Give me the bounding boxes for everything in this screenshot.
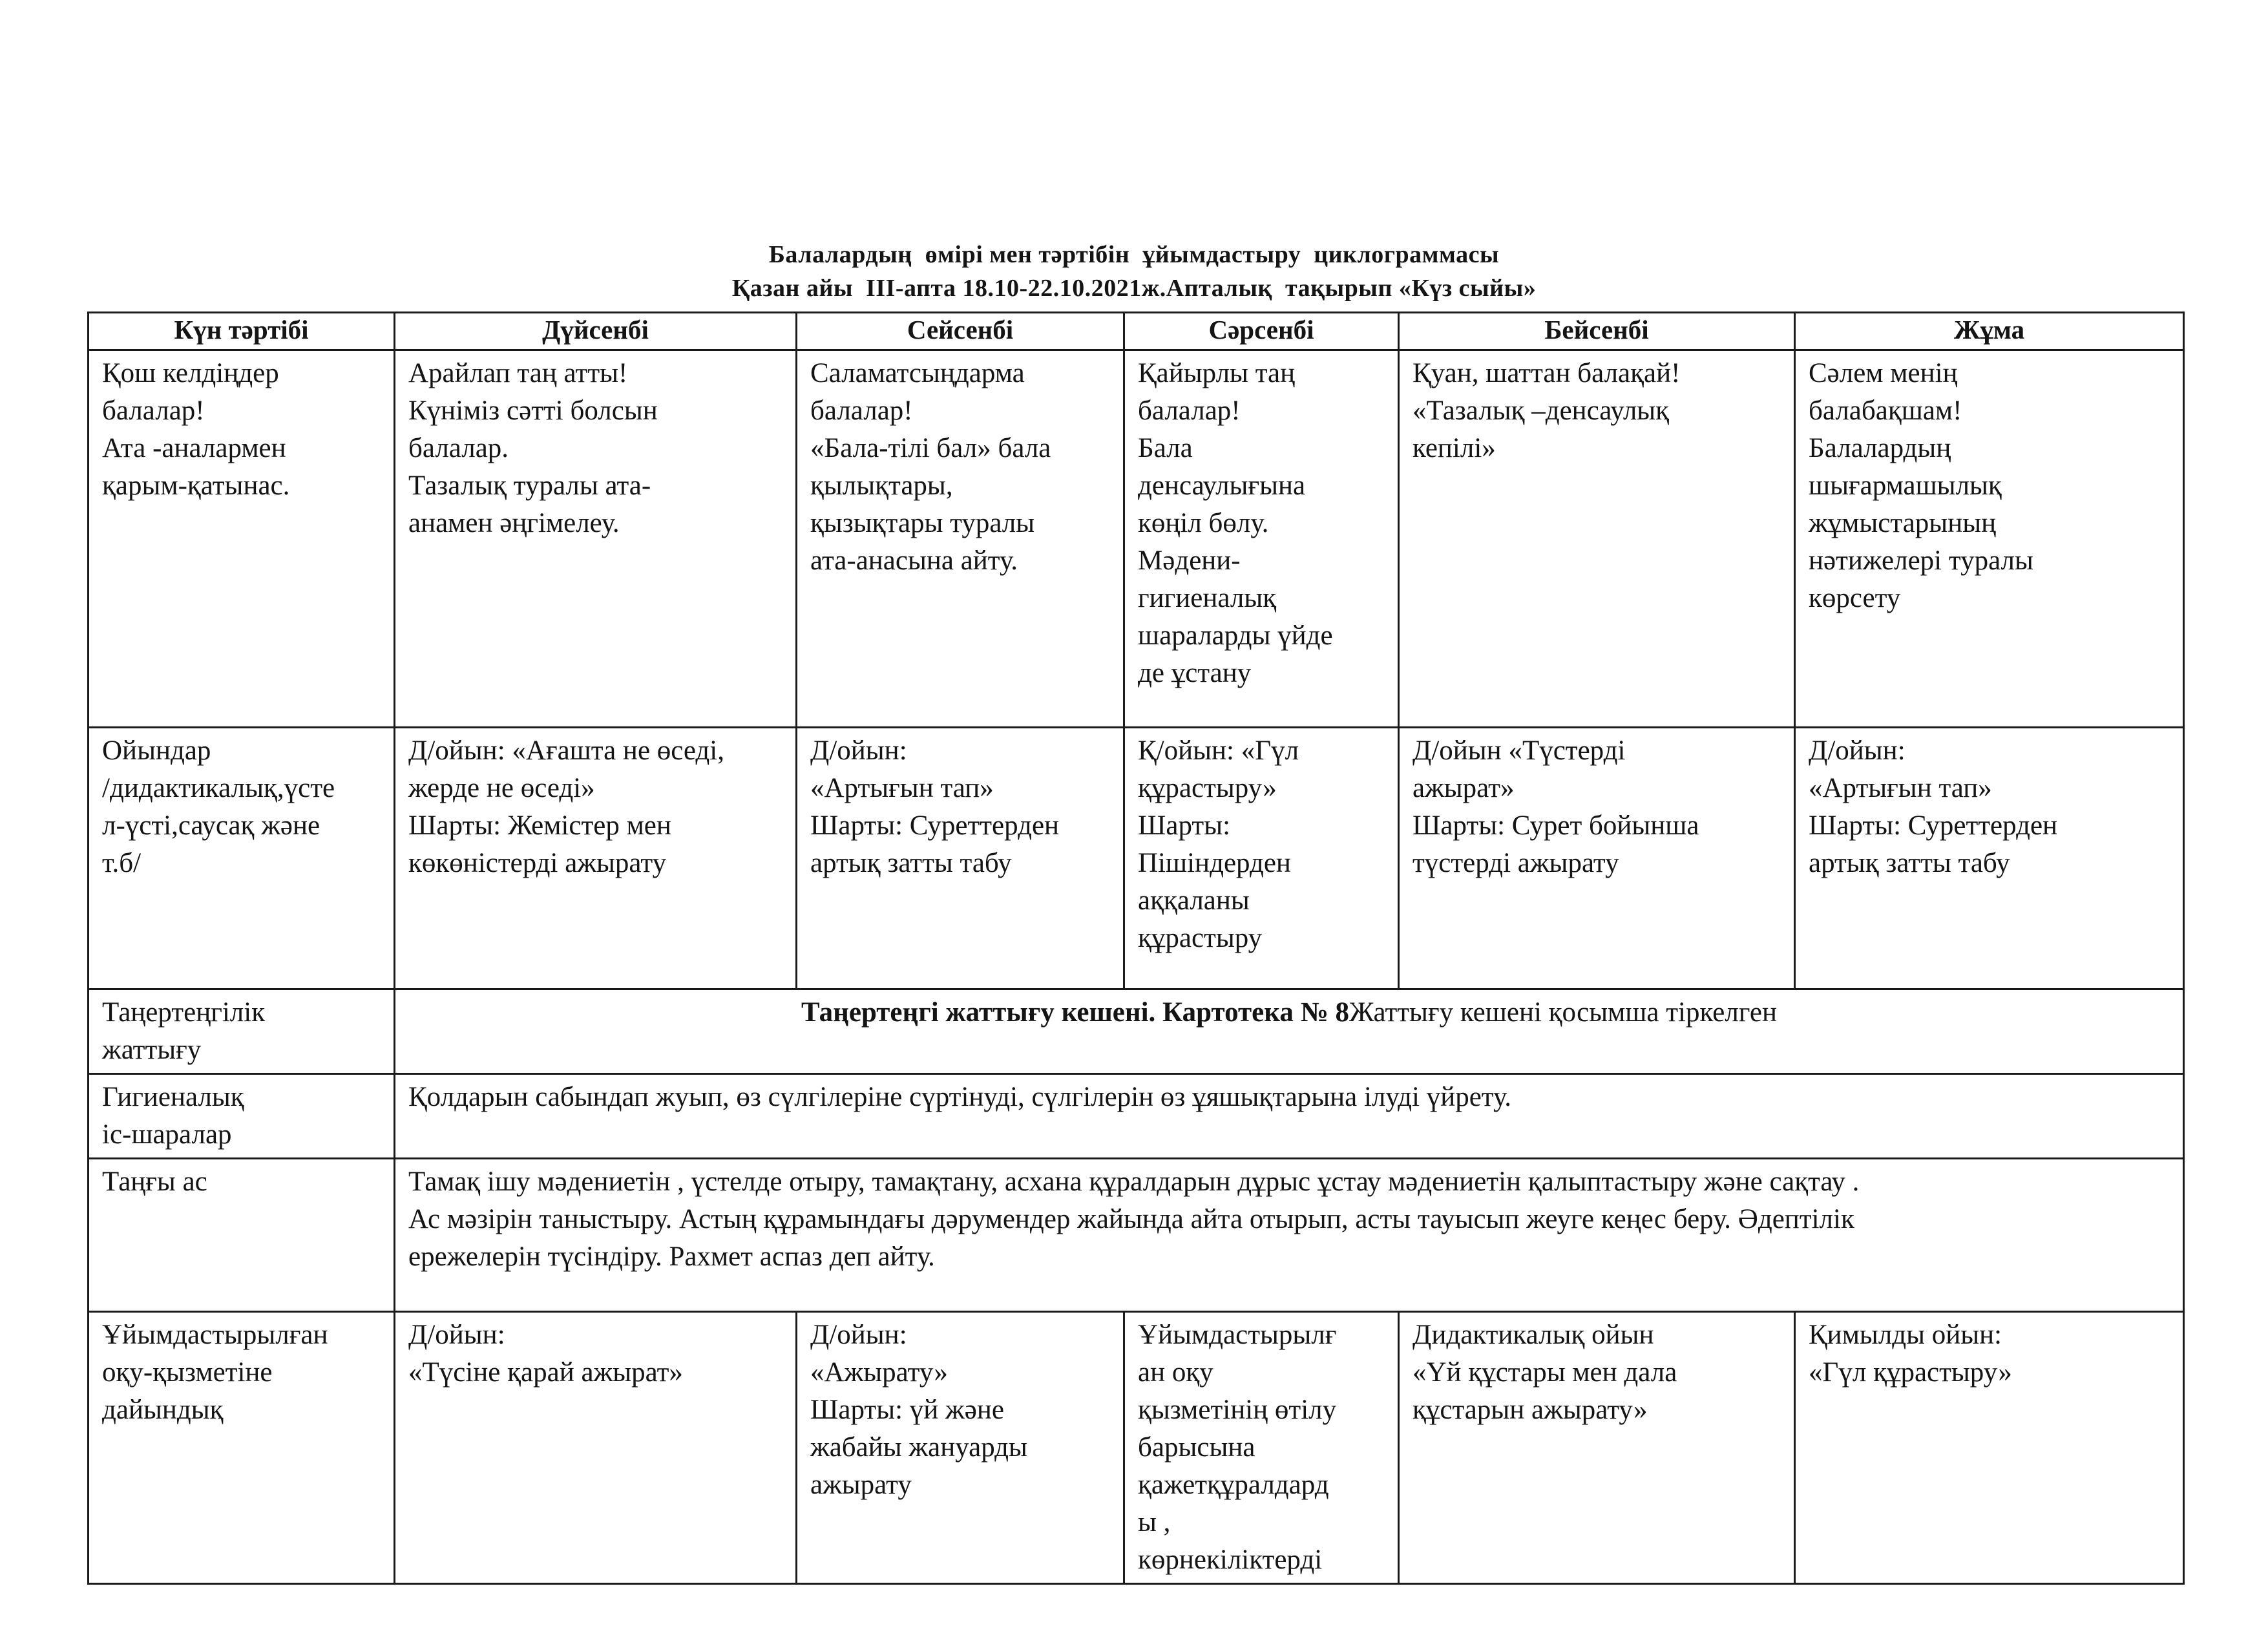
cell-text-line: Қуан, шаттан балақай!	[1412, 358, 1681, 388]
cell-text-line: көкөністерді ажырату	[408, 848, 667, 878]
cell-text-line: артық затты табу	[810, 848, 1012, 878]
merged-week-cell	[395, 989, 2184, 1074]
cell-text-line: Шарты: Суреттерден	[1809, 810, 2058, 841]
wednesday-cell	[1124, 1312, 1399, 1584]
cell-text-line: балалар!	[810, 396, 913, 426]
cell-text-line: Қайырлы таң	[1138, 358, 1296, 388]
table-row	[89, 350, 2184, 728]
cell-text-line: оқу-қызметіне	[102, 1357, 273, 1388]
row-label-cell	[89, 1312, 395, 1584]
cell-text-line: құрастыру»	[1138, 773, 1277, 803]
cell-text-line: Шарты: Жемістер мен	[408, 810, 671, 841]
cell-text-line: жұмыстарының	[1809, 508, 1997, 538]
header-row	[89, 313, 2184, 350]
cell-text-line: Күніміз сәтті болсын	[408, 396, 658, 426]
monday-cell	[395, 1312, 797, 1584]
cell-text-line: құрастыру	[1138, 923, 1263, 953]
cell-text-line: қарым-қатынас.	[102, 470, 290, 501]
cell-text-line: Саламатсыңдарма	[810, 358, 1025, 388]
cell-text-line: Д/ойын: «Ағашта не өседі,	[408, 735, 724, 766]
cell-text-line: Арайлап таң атты!	[408, 358, 628, 388]
tuesday-cell	[797, 350, 1124, 728]
cell-text-line: жерде не өседі»	[408, 773, 595, 803]
schedule-table	[87, 312, 2185, 1585]
cell-text-line: Балалардың	[1809, 433, 1951, 463]
tuesday-cell	[797, 1312, 1124, 1584]
table-row	[89, 728, 2184, 989]
cell-text-line: іс-шаралар	[102, 1119, 232, 1150]
cell-text-line: /дидактикалық,үсте	[102, 773, 335, 803]
cell-text-line: Мәдени-	[1138, 545, 1241, 576]
cell-text-line: Тамақ ішу мәдениетін , үстелде отыру, тамақтану, асхана құралдарын дұрыс ұстау мәдениетін қалыптастыру және сақтау .	[408, 1167, 1860, 1197]
cell-text-line: шараларды үйде	[1138, 620, 1333, 651]
cell-text-line: Ұйымдастырылған	[102, 1320, 328, 1350]
table-row	[89, 1074, 2184, 1159]
cell-text-line: ажырат»	[1412, 773, 1515, 803]
cell-text-line: «Тазалық –денсаулық	[1412, 396, 1670, 426]
cell-text-line: Д/ойын:	[408, 1320, 505, 1350]
cell-text-line: шығармашылық	[1809, 470, 2002, 501]
cell-text-line: «Түсіне қарай ажырат»	[408, 1357, 683, 1388]
cell-text-line: балалар!	[102, 396, 205, 426]
cell-text-line: Д/ойын:	[810, 1320, 907, 1350]
cell-text-line: Шарты:	[1138, 810, 1231, 841]
cell-text-line: ата-анасына айту.	[810, 545, 1018, 576]
row-label-cell	[89, 728, 395, 989]
cell-text-line: ережелерін түсіндіру. Рахмет аспаз деп айту.	[408, 1241, 935, 1272]
thursday-cell	[1399, 350, 1795, 728]
header-cell: Бейсенбі	[1399, 313, 1795, 350]
cell-text-line: Шарты: Суреттерден	[810, 810, 1060, 841]
merged-week-cell	[395, 1074, 2184, 1159]
cell-text-line: ан оқу	[1138, 1357, 1213, 1388]
row-label-cell	[89, 1159, 395, 1312]
cell-text-line: қылықтары,	[810, 470, 953, 501]
cell-text-line: құстарын ажырату»	[1412, 1395, 1648, 1425]
wednesday-cell	[1124, 350, 1399, 728]
table-row	[89, 989, 2184, 1074]
row-label-cell	[89, 989, 395, 1074]
cell-text-line: де ұстану	[1138, 658, 1252, 688]
header-cell: Жұма	[1795, 313, 2184, 350]
title-line-1: Балалардың өмірі мен тәртібін ұйымдастыру циклограммасы	[768, 241, 1500, 268]
cell-text-line: жабайы жануарды	[810, 1432, 1027, 1463]
cell-text-line: «Үй құстары мен дала	[1412, 1357, 1677, 1388]
cell-text-line: «Бала-тілі бал» бала	[810, 433, 1051, 463]
thursday-cell	[1399, 728, 1795, 989]
merged-week-cell	[395, 1159, 2184, 1312]
cell-text-line: ы ,	[1138, 1507, 1171, 1537]
cell-text-line: Тазалық туралы ата-	[408, 470, 651, 501]
cell-text-line: Ойындар	[102, 735, 211, 766]
cell-text-line: нәтижелері туралы	[1809, 545, 2033, 576]
cell-text-line: көрнекіліктерді	[1138, 1545, 1323, 1575]
tuesday-cell	[797, 728, 1124, 989]
cell-text-line: денсаулығына	[1138, 470, 1306, 501]
cell-text-line: кепілі»	[1412, 433, 1496, 463]
cell-text-line: қажетқұралдард	[1138, 1470, 1329, 1500]
friday-cell	[1795, 350, 2184, 728]
cell-text-line: «Артығын тап»	[1809, 773, 1992, 803]
cell-text-line: балабақшам!	[1809, 396, 1962, 426]
cell-text-line: Сәлем менің	[1809, 358, 1958, 388]
header-cell: Сәрсенбі	[1124, 313, 1399, 350]
cell-text-line: барысына	[1138, 1432, 1255, 1463]
cell-text-line: Д/ойын «Түстерді	[1412, 735, 1626, 766]
header-cell: Сейсенбі	[797, 313, 1124, 350]
cell-text-line: жаттығу	[102, 1035, 202, 1065]
cell-text-line: Таңертеңгілік	[102, 997, 266, 1028]
cell-text-line: «Ажырату»	[810, 1357, 948, 1388]
cell-text-line: Гигиеналық	[102, 1082, 244, 1112]
cell-text-line: балалар!	[1138, 396, 1241, 426]
cell-text-line: «Гүл құрастыру»	[1809, 1357, 2012, 1388]
cell-text-line: Шарты: үй және	[810, 1395, 1004, 1425]
cell-text-line: Д/ойын:	[1809, 735, 1906, 766]
cell-text-line: «Артығын тап»	[810, 773, 994, 803]
cell-text-line: Дидактикалық ойын	[1412, 1320, 1654, 1350]
friday-cell	[1795, 728, 2184, 989]
cell-text-line: көңіл бөлу.	[1138, 508, 1269, 538]
cell-text-line: Бала	[1138, 433, 1193, 463]
cell-text-line: балалар.	[408, 433, 509, 463]
cell-text-line: түстерді ажырату	[1412, 848, 1619, 878]
cell-text-line: қызықтары туралы	[810, 508, 1035, 538]
document-title	[0, 238, 2268, 305]
cell-text-line: аққаланы	[1138, 885, 1250, 916]
exercise-note: Жаттығу кешені қосымша тіркелген	[1349, 997, 1778, 1028]
thursday-cell	[1399, 1312, 1795, 1584]
exercise-title: Таңертеңгі жаттығу кешені. Картотека № 8	[801, 997, 1350, 1028]
monday-cell	[395, 728, 797, 989]
header-cell: Дүйсенбі	[395, 313, 797, 350]
cell-text-line: анамен әңгімелеу.	[408, 508, 620, 538]
cell-text-line: т.б/	[102, 848, 142, 878]
monday-cell	[395, 350, 797, 728]
cell-text-line: Қимылды ойын:	[1809, 1320, 2002, 1350]
cell-text-line: Д/ойын:	[810, 735, 907, 766]
cell-text-line: гигиеналық	[1138, 583, 1277, 613]
cell-text-line: ажырату	[810, 1470, 912, 1500]
cell-text-line: Таңғы ас	[102, 1167, 207, 1197]
header-cell: Күн тәртібі	[89, 313, 395, 350]
cell-text-line: артық затты табу	[1809, 848, 2010, 878]
table-row	[89, 1159, 2184, 1312]
table-row	[89, 1312, 2184, 1584]
hygiene-text: Қолдарын сабындап жуып, өз сүлгілеріне сүртінуді, сүлгілерін өз ұяшықтарына ілуді үйрету.	[408, 1082, 1511, 1112]
friday-cell	[1795, 1312, 2184, 1584]
title-line-2: Қазан айы ІІІ-апта 18.10-22.10.2021ж.Апталық тақырып «Күз сыйы»	[731, 275, 1537, 302]
wednesday-cell	[1124, 728, 1399, 989]
cell-text-line: дайындық	[102, 1395, 224, 1425]
cell-text-line: Қош келдіңдер	[102, 358, 279, 388]
cell-text-line: Ұйымдастырылғ	[1138, 1320, 1337, 1350]
row-label-cell	[89, 350, 395, 728]
cell-text-line: Шарты: Сурет бойынша	[1412, 810, 1699, 841]
cell-text-line: Пішіндерден	[1138, 848, 1291, 878]
row-label-cell	[89, 1074, 395, 1159]
cell-text-line: Ата -аналармен	[102, 433, 286, 463]
cell-text-line: қызметінің өтілу	[1138, 1395, 1337, 1425]
cell-text-line: көрсету	[1809, 583, 1901, 613]
cell-text-line: л-үсті,саусақ және	[102, 810, 320, 841]
cell-text-line: Ас мәзірін таныстыру. Астың құрамындағы дәрумендер жайында айта отырып, асты тауысып жеуге кеңес беру. Әдептілік	[408, 1204, 1854, 1234]
cell-text-line: Қ/ойын: «Гүл	[1138, 735, 1299, 766]
